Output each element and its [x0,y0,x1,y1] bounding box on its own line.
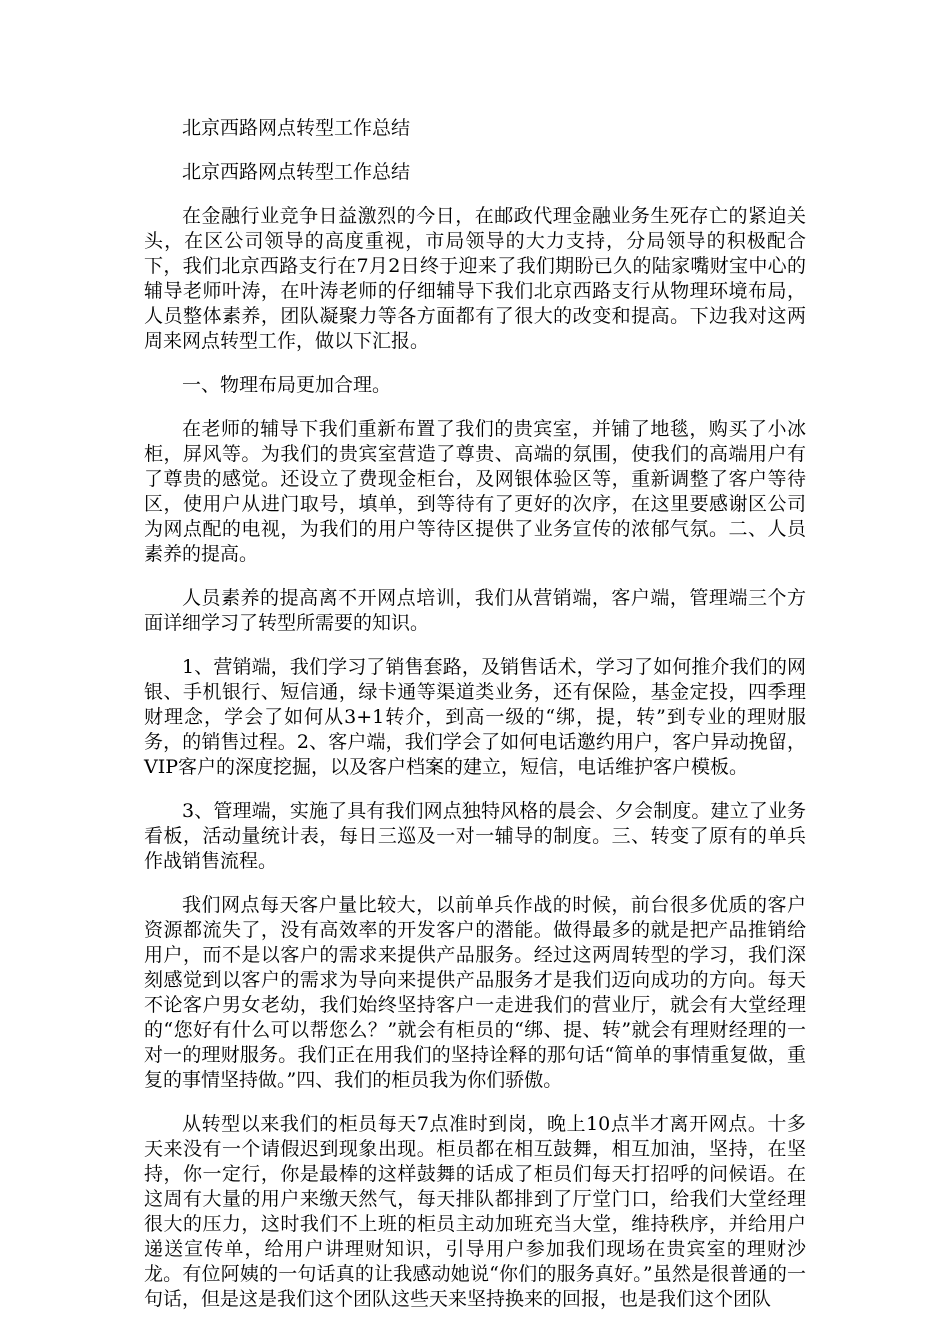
paragraph-marketing: 1、营销端，我们学习了销售套路，及销售话术，学习了如何推介我们的网银、手机银行、短信通，绿卡通等渠道类业务，还有保险，基金定投，四季理财理念，学会了如何从3+1转介，到高一级的“绑，提，转”到专业的理财服务，的销售过程。2、客户端，我们学会了如何电话邀约用户，客户异动挽留，VIP客户的深度挖掘，以及客户档案的建立，短信，电话维护客户模板。 [144,656,806,778]
paragraph-training: 人员素养的提高离不开网点培训，我们从营销端，客户端，管理端三个方面详细学习了转型所需要的知识。 [144,587,806,634]
paragraph-intro: 在金融行业竞争日益激烈的今日，在邮政代理金融业务生死存亡的紧迫关头，在区公司领导的高度重视，市局领导的大力支持，分局领导的积极配合下，我们北京西路支行在7月2日终于迎来了我们期盼已久的陆家嘴财宝中心的辅导老师叶涛，在叶涛老师的仔细辅导下我们北京西路支行从物理环境布局，人员整体素养，团队凝聚力等各方面都有了很大的改变和提高。下边我对这两周来网点转型工作，做以下汇报。 [144,205,806,352]
section-heading-layout: 一、物理布局更加合理。 [182,374,392,396]
document-title: 北京西路网点转型工作总结 [182,117,411,139]
paragraph-management: 3、管理端，实施了具有我们网点独特风格的晨会、夕会制度。建立了业务看板，活动量统计表，每日三巡及一对一辅导的制度。三、转变了原有的单兵作战销售流程。 [144,800,806,872]
paragraph-tellers: 从转型以来我们的柜员每天7点准时到岗，晚上10点半才离开网点。十多天来没有一个请假迟到现象出现。柜员都在相互鼓舞，相互加油，坚持，在坚持，你一定行，你是最棒的这样鼓舞的话成了柜员们每天打招呼的问候语。在这周有大量的用户来缴天然气，每天排队都排到了厅堂门口，给我们大堂经理很大的压力，这时我们不上班的柜员主动加班充当大堂，维持秩序，并给用户递送宣传单，给用户讲理财知识，引导用户参加我们现场在贵宾室的理财沙龙。有位阿姨的一句话真的让我感动她说“你们的服务真好。”虽然是很普通的一句话，但是这是我们这个团队这些天来坚持换来的回报，也是我们这个团队 [144,1113,806,1310]
document-subtitle: 北京西路网点转型工作总结 [182,161,411,183]
paragraph-sales-process: 我们网点每天客户量比较大，以前单兵作战的时候，前台很多优质的客户资源都流失了，没有高效率的开发客户的潜能。做得最多的就是把产品推销给用户，而不是以客户的需求来提供产品服务。经过这两周转型的学习，我们深刻感觉到以客户的需求为导向来提供产品服务才是我们迈向成功的方向。每天不论客户男女老幼，我们始终坚持客户一走进我们的营业厅，就会有大堂经理的“您好有什么可以帮您么？”就会有柜员的“绑、提、转”就会有理财经理的一对一的理财服务。我们正在用我们的坚持诠释的那句话“简单的事情重复做，重复的事情坚持做。”四、我们的柜员我为你们骄傲。 [144,894,806,1091]
paragraph-layout: 在老师的辅导下我们重新布置了我们的贵宾室，并铺了地毯，购买了小冰柜，屏风等。为我们的贵宾室营造了尊贵、高端的氛围，使我们的高端用户有了尊贵的感觉。还设立了费现金柜台，及网银体验区等，重新调整了客户等待区，使用户从进门取号，填单，到等待有了更好的次序，在这里要感谢区公司为网点配的电视，为我们的用户等待区提供了业务宣传的浓郁气氛。二、人员素养的提高。 [144,418,806,565]
